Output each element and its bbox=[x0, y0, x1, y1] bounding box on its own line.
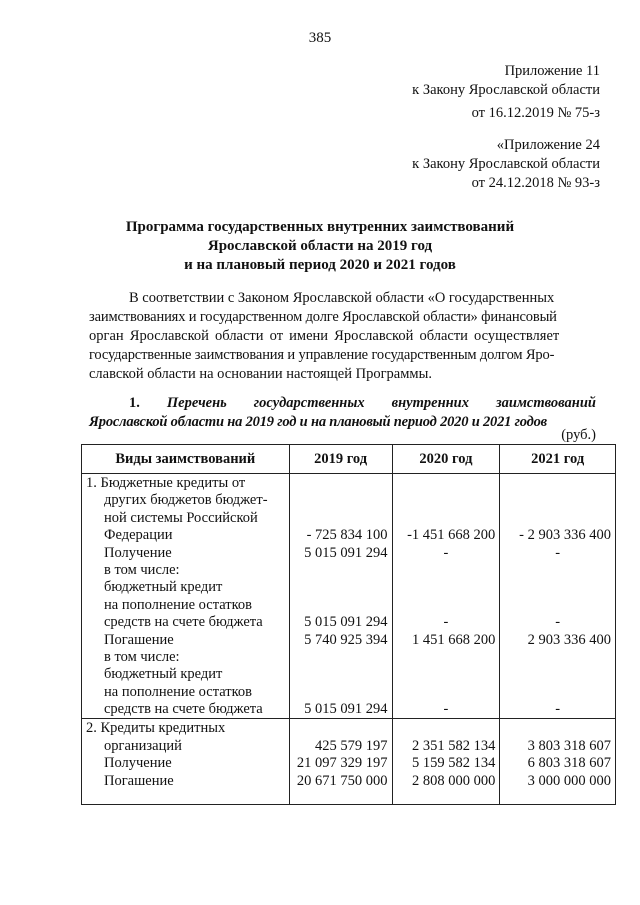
original-appendix-block bbox=[412, 136, 600, 193]
value-2019 bbox=[294, 510, 388, 527]
value-2019: 21 097 329 197 bbox=[296, 755, 388, 772]
value-2020: 2 808 000 000 bbox=[411, 772, 496, 789]
value-2019: 5 015 091 294 bbox=[304, 614, 388, 631]
value-2019: 425 579 197 bbox=[315, 737, 388, 754]
appendix-line: к Закону Ярославской области bbox=[412, 82, 600, 98]
table-row bbox=[82, 719, 616, 805]
row-label: других бюджетов бюджет- bbox=[104, 492, 268, 509]
unit-label: (руб.) bbox=[561, 427, 596, 443]
value-2020 bbox=[397, 475, 496, 492]
section-word: заимствований bbox=[495, 395, 596, 411]
value-2019 bbox=[294, 579, 388, 596]
value-2020: - bbox=[443, 544, 449, 561]
intro-line: славской области на основании настоящей Программы. bbox=[89, 366, 432, 382]
value-2019 bbox=[294, 720, 388, 737]
value-2021: - bbox=[555, 701, 561, 718]
value-2021 bbox=[504, 492, 611, 509]
value-2021 bbox=[504, 562, 611, 579]
value-2020: - bbox=[443, 614, 449, 631]
value-2021: 3 803 318 607 bbox=[527, 737, 611, 754]
title-line: и на плановый период 2020 и 2021 годов bbox=[184, 257, 456, 273]
appendix-line: от 16.12.2019 № 75-з bbox=[471, 105, 600, 121]
row-label: 2. Кредиты кредитных bbox=[86, 720, 226, 737]
value-2020: -1 451 668 200 bbox=[407, 527, 496, 544]
value-2021 bbox=[504, 597, 611, 614]
row1-2019 bbox=[289, 474, 392, 719]
value-2020 bbox=[397, 579, 496, 596]
page-number: 385 bbox=[308, 30, 332, 46]
table-row bbox=[82, 474, 616, 719]
row-label: Погашение bbox=[104, 772, 174, 789]
row1-labels bbox=[82, 474, 290, 719]
header-cell: 2021 год bbox=[500, 445, 616, 474]
row-label: на пополнение остатков bbox=[104, 683, 253, 700]
section-word: Перечень bbox=[166, 395, 227, 411]
value-2021: 6 803 318 607 bbox=[527, 755, 611, 772]
row-label: в том числе: bbox=[104, 561, 180, 578]
value-2020 bbox=[397, 562, 496, 579]
row1-2021 bbox=[500, 474, 616, 719]
row-label: Федерации bbox=[104, 527, 173, 544]
appendix-line: Приложение 11 bbox=[504, 63, 600, 79]
value-2021 bbox=[504, 579, 611, 596]
row2-2021 bbox=[500, 719, 616, 805]
value-2019 bbox=[294, 475, 388, 492]
borrowings-table bbox=[81, 444, 616, 805]
value-2019 bbox=[294, 649, 388, 666]
row2-2020 bbox=[392, 719, 500, 805]
intro-line: заимствованиях и государственном долге Ярославской области» финансовый bbox=[89, 309, 557, 325]
row-label: в том числе: bbox=[104, 648, 180, 665]
row-label: 1. Бюджетные кредиты от bbox=[86, 475, 246, 491]
value-2020 bbox=[397, 720, 496, 737]
value-2021 bbox=[504, 510, 611, 527]
row-label: на пополнение остатков bbox=[104, 596, 253, 613]
header-cell: 2019 год bbox=[289, 445, 392, 474]
value-2021: - bbox=[555, 544, 561, 561]
intro-paragraph bbox=[89, 289, 596, 384]
title-line: Программа государственных внутренних заимствований bbox=[125, 219, 515, 235]
value-2020: 1 451 668 200 bbox=[411, 631, 496, 648]
document-title bbox=[0, 218, 640, 275]
value-2020 bbox=[397, 649, 496, 666]
row-label: ной системы Российской bbox=[104, 509, 258, 526]
value-2020: 5 159 582 134 bbox=[411, 755, 496, 772]
section-heading bbox=[89, 394, 596, 432]
value-2020 bbox=[397, 666, 496, 683]
section-number: 1. bbox=[129, 395, 140, 411]
intro-line: В соответствии с Законом Ярославской области «О государственных bbox=[129, 290, 555, 306]
value-2019 bbox=[294, 684, 388, 701]
value-2021: - bbox=[555, 614, 561, 631]
header-cell: 2020 год bbox=[392, 445, 500, 474]
value-2021: 3 000 000 000 bbox=[527, 772, 611, 789]
intro-line: орган Ярославской области от имени Ярославской области осуществляет bbox=[89, 328, 560, 344]
section-word: внутренних bbox=[391, 395, 469, 411]
row-label: Получение bbox=[104, 755, 172, 772]
value-2019: 5 015 091 294 bbox=[304, 544, 388, 561]
value-2019 bbox=[294, 597, 388, 614]
value-2021 bbox=[504, 720, 611, 737]
value-2019 bbox=[294, 492, 388, 509]
appendix-block bbox=[412, 62, 600, 123]
row-label: бюджетный кредит bbox=[104, 666, 223, 683]
intro-line: государственные заимствования и управление государственным долгом Яро- bbox=[89, 347, 555, 363]
value-2019: 20 671 750 000 bbox=[296, 772, 388, 789]
row1-2020 bbox=[392, 474, 500, 719]
row-label: Получение bbox=[104, 544, 172, 561]
value-2019: 5 015 091 294 bbox=[304, 701, 388, 718]
value-2020: - bbox=[443, 701, 449, 718]
value-2021: 2 903 336 400 bbox=[527, 631, 611, 648]
original-appendix-line: к Закону Ярославской области bbox=[412, 156, 600, 172]
value-2019: - 725 834 100 bbox=[306, 527, 388, 544]
value-2019: 5 740 925 394 bbox=[304, 631, 388, 648]
original-appendix-line: «Приложение 24 bbox=[496, 137, 600, 153]
table-header-row bbox=[82, 445, 616, 474]
row-label: Погашение bbox=[104, 631, 174, 648]
title-line: Ярославской области на 2019 год bbox=[207, 238, 433, 254]
value-2019 bbox=[294, 666, 388, 683]
row-label: средств на счете бюджета bbox=[104, 614, 263, 631]
value-2021 bbox=[504, 649, 611, 666]
row-label: организаций bbox=[104, 737, 182, 754]
value-2020 bbox=[397, 684, 496, 701]
value-2020 bbox=[397, 597, 496, 614]
original-appendix-line: от 24.12.2018 № 93-з bbox=[471, 175, 600, 191]
value-2020 bbox=[397, 510, 496, 527]
section-word: государственных bbox=[253, 395, 365, 411]
value-2020: 2 351 582 134 bbox=[411, 737, 496, 754]
row2-2019 bbox=[289, 719, 392, 805]
value-2021: - 2 903 336 400 bbox=[519, 527, 611, 544]
header-cell: Виды заимствований bbox=[82, 445, 290, 474]
value-2021 bbox=[504, 475, 611, 492]
value-2019 bbox=[294, 562, 388, 579]
row2-labels bbox=[82, 719, 290, 805]
row-label: бюджетный кредит bbox=[104, 579, 223, 596]
value-2021 bbox=[504, 666, 611, 683]
section-line: Ярославской области на 2019 год и на плановый период 2020 и 2021 годов bbox=[89, 414, 547, 430]
row-label: средств на счете бюджета bbox=[104, 701, 263, 718]
value-2020 bbox=[397, 492, 496, 509]
value-2021 bbox=[504, 684, 611, 701]
